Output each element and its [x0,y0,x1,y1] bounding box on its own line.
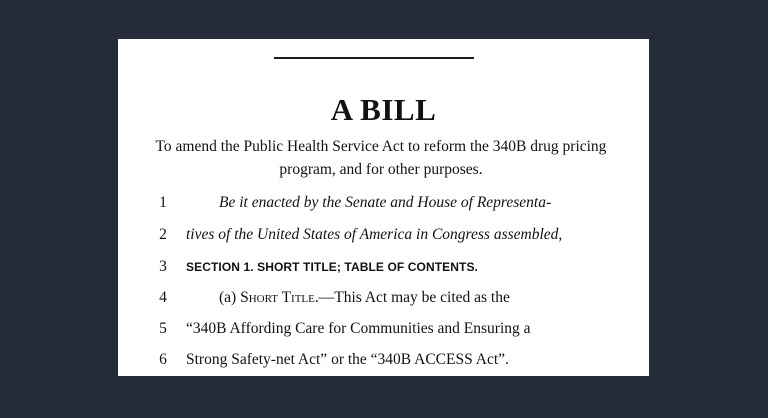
line-number: 4 [159,289,167,306]
top-rule [274,57,474,59]
line-number: 6 [159,351,167,368]
bill-line-3 [118,255,649,279]
subsection-heading: Short Title [240,289,315,306]
line-text [219,286,510,310]
subsection-text: .—This Act may be cited as the [314,289,510,306]
bill-line-6 [118,348,649,372]
bill-line-1 [118,191,649,215]
line-number: 1 [159,194,167,211]
line-number: 2 [159,226,167,243]
bill-title: A BILL [330,92,437,127]
section-heading: SECTION 1. SHORT TITLE; TABLE OF CONTENTS. [186,260,478,274]
bill-line-5 [118,317,649,341]
line-number: 3 [159,258,167,275]
line-number: 5 [159,320,167,337]
line-text: tives of the United States of America in Congress assembled, [186,226,563,243]
subsection-marker: (a) [219,289,241,306]
bill-line-4 [118,286,649,310]
bill-purpose: To amend the Public Health Service Act to reform the 340B drug pricing program, and for other purposes. [155,138,607,178]
line-text: Strong Safety-net Act” or the “340B ACCESS Act”. [186,351,509,368]
line-text: “340B Affording Care for Communities and Ensuring a [186,320,531,337]
bill-line-2 [118,223,649,247]
bill-page [118,39,649,376]
line-text: Be it enacted by the Senate and House of Representa- [219,194,552,211]
